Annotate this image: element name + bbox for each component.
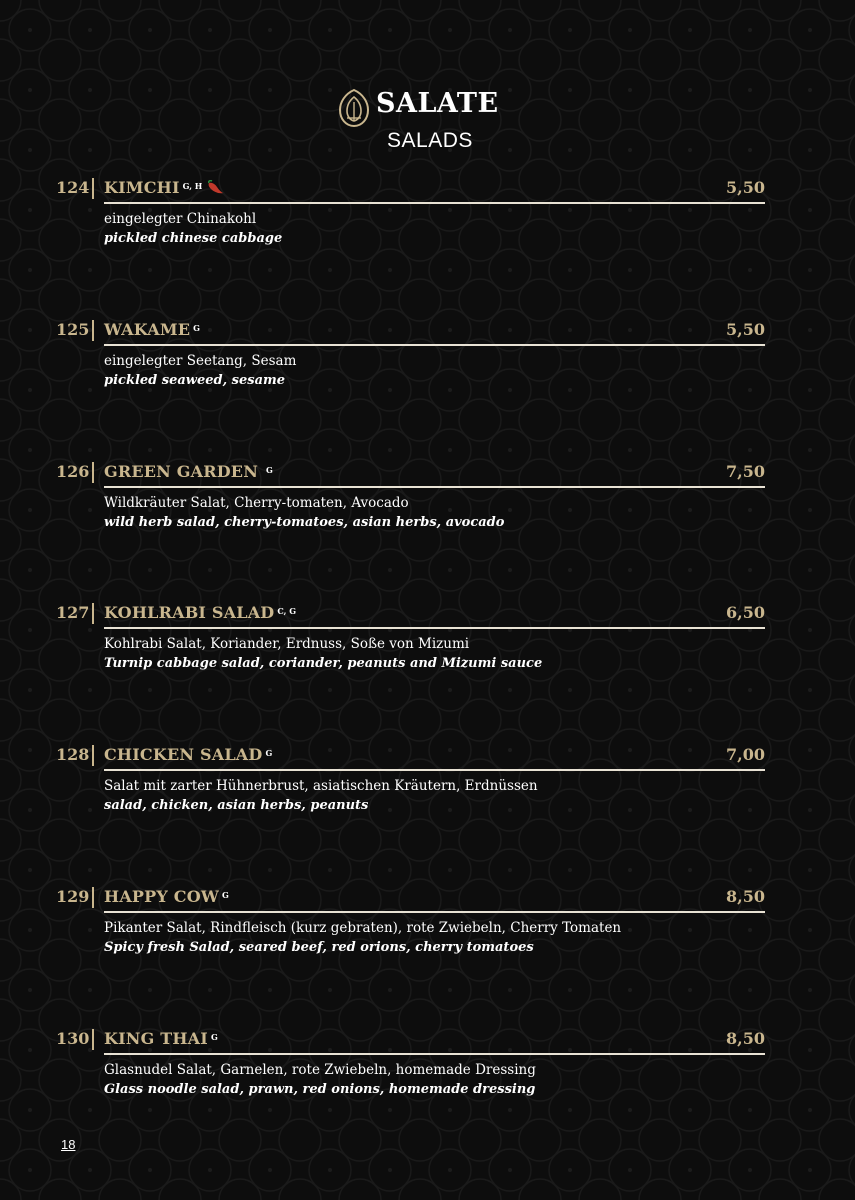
item-name: KIMCHI <box>104 178 180 197</box>
item-description-en: Turnip cabbage salad, coriander, peanuts and Mizumi sauce <box>104 656 543 671</box>
item-title <box>104 602 296 624</box>
item-name: CHICKEN SALAD <box>104 745 263 764</box>
item-price: 5,50 <box>726 178 765 197</box>
item-number: 128 <box>56 745 90 764</box>
lotus-leaf-icon <box>337 88 371 128</box>
item-number: 127 <box>56 603 90 622</box>
item-rule <box>104 1053 765 1055</box>
item-allergens: G <box>265 748 273 758</box>
item-rule <box>104 344 765 346</box>
item-title <box>104 461 273 483</box>
menu-item <box>0 602 855 692</box>
menu-item <box>0 1028 855 1118</box>
item-description-en: pickled chinese cabbage <box>104 231 283 246</box>
item-rule <box>104 486 765 488</box>
item-allergens: G <box>222 890 229 900</box>
item-number: 129 <box>56 887 90 906</box>
item-divider-bar <box>92 887 94 908</box>
item-name: HAPPY COW <box>104 887 220 906</box>
item-title <box>104 744 272 766</box>
item-number: 126 <box>56 462 90 481</box>
item-name: KOHLRABI SALAD <box>104 603 275 622</box>
item-description-en: wild herb salad, cherry-tomatoes, asian herbs, avocado <box>104 515 505 530</box>
item-number: 130 <box>56 1029 90 1048</box>
item-description-en: Glass noodle salad, prawn, red onions, homemade dressing <box>104 1082 536 1097</box>
item-allergens: G <box>266 465 273 475</box>
item-price: 6,50 <box>726 603 765 622</box>
item-name: WAKAME <box>104 320 191 339</box>
item-number: 124 <box>56 178 90 197</box>
item-allergens: C, G <box>277 606 297 616</box>
item-description-de: eingelegter Chinakohl <box>104 211 257 227</box>
item-name: KING THAI <box>104 1029 208 1048</box>
item-description-de: Kohlrabi Salat, Koriander, Erdnuss, Soße von Mizumi <box>104 636 470 652</box>
item-description-en: salad, chicken, asian herbs, peanuts <box>104 798 369 813</box>
chili-pepper-icon <box>206 180 224 194</box>
item-divider-bar <box>92 178 94 199</box>
item-allergens: G, H <box>182 181 203 191</box>
item-number: 125 <box>56 320 90 339</box>
item-rule <box>104 627 765 629</box>
menu-item <box>0 744 855 834</box>
item-rule <box>104 769 765 771</box>
item-price: 7,50 <box>726 462 765 481</box>
item-description-en: pickled seaweed, sesame <box>104 373 286 388</box>
page-subtitle: SALADS <box>387 129 473 152</box>
item-title <box>104 177 224 199</box>
item-allergens: G <box>193 323 200 333</box>
item-title <box>104 886 229 908</box>
item-rule <box>104 911 765 913</box>
item-price: 8,50 <box>726 1029 765 1048</box>
item-title <box>104 1028 218 1050</box>
item-price: 5,50 <box>726 320 765 339</box>
item-rule <box>104 202 765 204</box>
item-divider-bar <box>92 320 94 341</box>
item-description-de: Wildkräuter Salat, Cherry-tomaten, Avocado <box>104 495 409 511</box>
menu-item <box>0 319 855 409</box>
item-divider-bar <box>92 603 94 624</box>
item-divider-bar <box>92 1029 94 1050</box>
item-price: 8,50 <box>726 887 765 906</box>
item-allergens: G <box>210 1032 218 1042</box>
item-name: GREEN GARDEN <box>104 462 259 481</box>
item-description-de: Salat mit zarter Hühnerbrust, asiatischen Kräutern, Erdnüssen <box>104 778 538 794</box>
page-number: 18 <box>61 1137 76 1152</box>
item-description-de: Pikanter Salat, Rindfleisch (kurz gebraten), rote Zwiebeln, Cherry Tomaten <box>104 920 622 936</box>
item-description-de: eingelegter Seetang, Sesam <box>104 353 297 369</box>
page-title: SALATE <box>376 88 499 119</box>
item-price: 7,00 <box>726 745 765 764</box>
item-description-en: Spicy fresh Salad, seared beef, red orions, cherry tomatoes <box>104 940 534 955</box>
item-divider-bar <box>92 462 94 483</box>
menu-item <box>0 177 855 267</box>
menu-item <box>0 886 855 976</box>
menu-item <box>0 461 855 551</box>
item-description-de: Glasnudel Salat, Garnelen, rote Zwiebeln, homemade Dressing <box>104 1062 536 1078</box>
item-divider-bar <box>92 745 94 766</box>
item-title <box>104 319 200 341</box>
